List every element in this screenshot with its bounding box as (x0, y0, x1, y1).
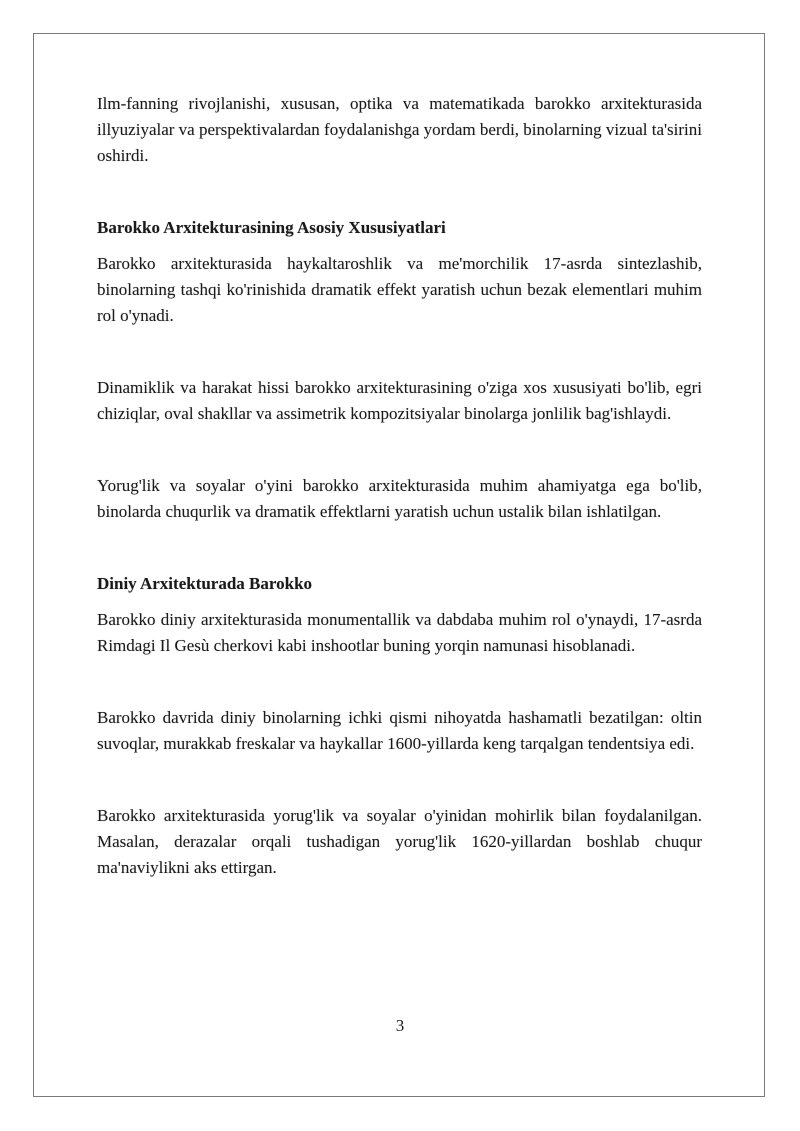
intro-paragraph: Ilm-fanning rivojlanishi, xususan, optika va matematikada barokko arxitekturasida illyuziyalar va perspektivalardan foydalanishga yordam berdi, binolarning vizual ta'sirini oshirdi. (97, 94, 702, 165)
page-number: 3 (395, 1016, 405, 1035)
paragraph-sculpture-synthesis: Barokko arxitekturasida haykaltaroshlik va me'morchilik 17-asrda sintezlashib, binolarning tashqi ko'rinishida dramatik effekt yaratish uchun bezak elementlari muhim rol o'ynadi. (97, 254, 702, 325)
paragraph-interior-decoration: Barokko davrida diniy binolarning ichki qismi nihoyatda hashamatli bezatilgan: oltin suvoqlar, murakkab freskalar va haykallar 1600-yillarda keng tarqalgan tendentsiya edi. (97, 708, 702, 753)
paragraph-light-spirituality: Barokko arxitekturasida yorug'lik va soyalar o'yinidan mohirlik bilan foydalanilgan. Masalan, derazalar orqali tushadigan yorug'lik 1620-yillardan boshlab chuqur ma'naviylikni aks ettirgan. (97, 806, 702, 877)
paragraph-monumentality: Barokko diniy arxitekturasida monumentallik va dabdaba muhim rol o'ynaydi, 17-asrda Rimdagi Il Gesù cherkovi kabi inshootlar buning yorqin namunasi hisoblanadi. (97, 610, 702, 655)
section-heading-main-features: Barokko Arxitekturasining Asosiy Xususiyatlari (97, 218, 446, 237)
paragraph-dynamism: Dinamiklik va harakat hissi barokko arxitekturasining o'ziga xos xususiyati bo'lib, egri chiziqlar, oval shakllar va assimetrik kompozitsiyalar binolarga jonlilik bag'ishlaydi. (97, 378, 702, 423)
page-content (97, 91, 702, 881)
section-heading-religious-architecture: Diniy Arxitekturada Barokko (97, 574, 313, 593)
paragraph-light-shadow: Yorug'lik va soyalar o'yini barokko arxitekturasida muhim ahamiyatga ega bo'lib, binolarda chuqurlik va dramatik effektlarni yaratish uchun ustalik bilan ishlatilgan. (97, 476, 702, 521)
